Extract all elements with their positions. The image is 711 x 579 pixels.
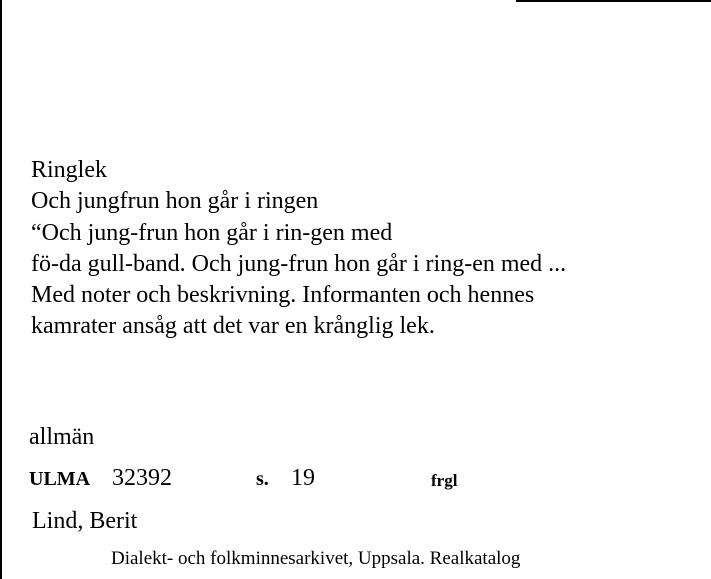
card-left-border: [0, 0, 2, 579]
lyrics-line-2: fö-da gull-band. Och jung-frun hon går i ring-en med ...: [31, 250, 567, 277]
note-line-1: Med noter och beskrivning. Informanten och hennes: [31, 282, 535, 309]
archive-number: 32392: [112, 465, 172, 491]
page-number: 19: [291, 465, 315, 491]
archive-reference: [29, 464, 709, 494]
page-label: s.: [256, 468, 269, 490]
informant-name: Lind, Berit: [32, 508, 138, 534]
category-label: allmän: [29, 424, 95, 450]
card-footer: Dialekt- och folkminnesarkivet, Uppsala. Realkatalog: [111, 548, 521, 569]
song-title: Och jungfrun hon går i ringen: [31, 188, 319, 215]
lyrics-line-1: “Och jung-frun hon går i rin-gen med: [31, 219, 393, 246]
card-top-border-fragment: [516, 0, 711, 2]
card-description: [31, 155, 566, 343]
card-heading: Ringlek: [31, 157, 107, 183]
classification-code: frgl: [431, 471, 458, 490]
archive-label: ULMA: [29, 468, 91, 490]
note-line-2: kamrater ansåg att det var en krånglig lek.: [31, 313, 435, 340]
